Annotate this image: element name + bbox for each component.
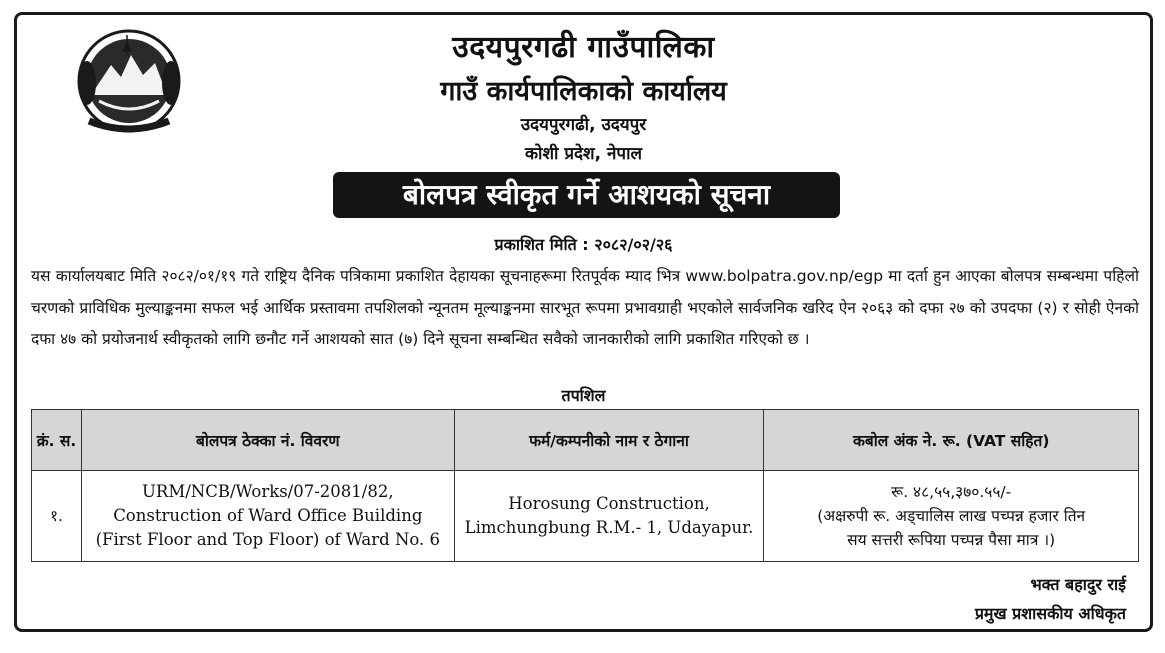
header-contract: बोलपत्र ठेक्का नं. विवरण: [81, 410, 454, 471]
bid-words-line-1: (अक्षरुपी रू. अड्चालिस लाख पच्पन्न हजार तिन: [817, 507, 1086, 525]
location-line-2: कोशी प्रदेश, नेपाल: [525, 144, 642, 164]
signatory-designation: प्रमुख प्रशासकीय अधिकृत: [974, 604, 1126, 623]
location-line-1: उदयपुरगढी, उदयपुर: [520, 115, 647, 135]
cell-contract: [81, 471, 454, 562]
header-bid-amount: कबोल अंक ने. रू. (VAT सहित): [764, 410, 1139, 471]
notice-body: यस कार्यालयबाट मिति २०८२/०१/१९ गते राष्ट्रिय दैनिक पत्रिकामा प्रकाशित देहायका सूचनाहरूमा रितपूर्वक म्याद भित्र www.bolpatra.gov.np/egp मा दर्ता हुन आएका बोलपत्र सम्बन्धमा पहिलो चरणको प्राविधिक मुल्याङ्कनमा सफल भई आर्थिक प्रस्तावमा तपशिलको न्यूनतम मूल्याङ्कनमा सारभूत रूपमा प्रभावग्राही भएकोले सार्वजनिक खरिद ऐन २०६३ को दफा २७ को उपदफा (२) र सोही ऐनको दफा ४७ को प्रयोजनार्थ स्वीकृतको लागि छनौट गर्ने आशयको सात (७) दिने सूचना सम्बन्धित सवैको जानकारीको लागि प्रकाशित गरिएको छ ।: [31, 267, 1139, 348]
municipality-title: उदयपुरगढी गाउँपालिका: [452, 30, 715, 65]
table-row: [32, 471, 1139, 562]
notice-frame: [14, 12, 1153, 632]
contract-line-2: Construction of Ward Office Building: [113, 506, 423, 525]
header-serial-number: क्रं. स.: [32, 410, 82, 471]
signatory-name: भक्त बहादुर राई: [1030, 575, 1126, 594]
bid-words-line-2: सय सत्तरी रूपिया पच्पन्न पैसा मात्र ।): [847, 531, 1056, 549]
firm-line-2: Limchungbung R.M.- 1, Udayapur.: [464, 518, 754, 537]
cell-firm: [454, 471, 764, 562]
contract-line-1: URM/NCB/Works/07-2081/82,: [142, 482, 394, 501]
firm-line-1: Horosung Construction,: [508, 494, 710, 513]
table-caption: तपशिल: [561, 386, 606, 405]
table-header-row: [32, 410, 1139, 471]
cell-serial-number: १.: [32, 471, 82, 562]
office-title: गाउँ कार्यपालिकाको कार्यालय: [440, 76, 727, 107]
header-firm: फर्म/कम्पनीको नाम र ठेगाना: [454, 410, 764, 471]
notice-banner: बोलपत्र स्वीकृत गर्ने आशयको सूचना: [333, 172, 840, 218]
contract-line-3: (First Floor and Top Floor) of Ward No. 6: [95, 530, 441, 549]
details-table: [31, 409, 1139, 562]
cell-bid-amount: [764, 471, 1139, 562]
published-date: प्रकाशित मिति : २०८२/०२/२६: [494, 235, 673, 254]
bid-amount: रू. ४८,५५,३७०.५५/-: [891, 483, 1012, 501]
